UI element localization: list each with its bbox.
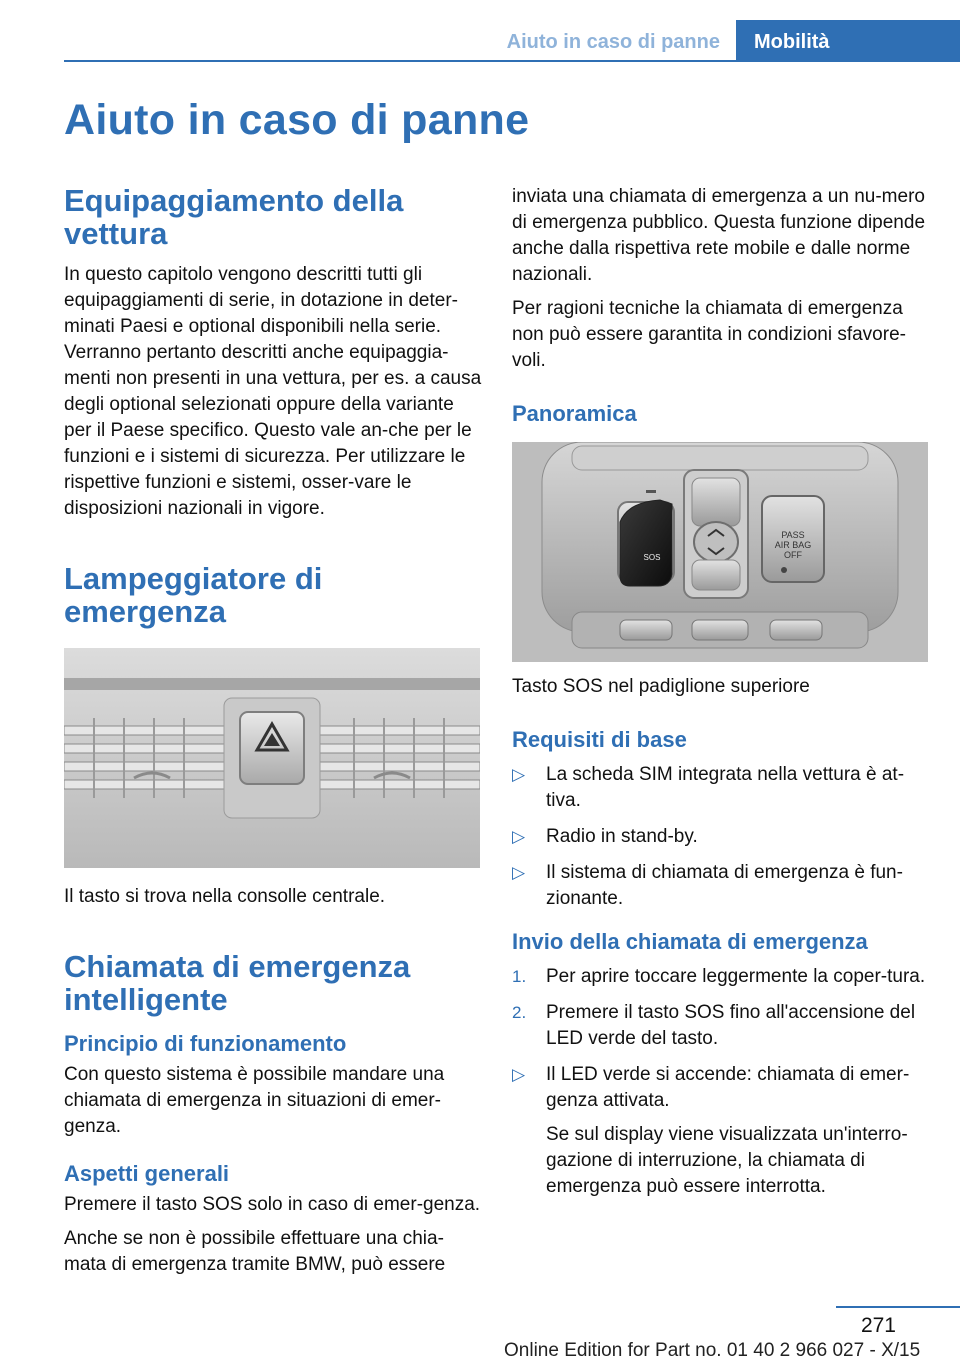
triangle-bullet-icon: ▷ [512, 765, 526, 784]
ecall-heading: Chiamata di emergenza intelligente [64, 949, 411, 1017]
sos-label: SOS [643, 553, 661, 562]
header-rule [64, 60, 960, 62]
continuation-text: inviata una chiamata di emergenza a un nu-mero di emergenza pubblico. Questa funzione dipende anche dalla rispettiva rete mobile e dalle norme nazionali. [512, 186, 926, 285]
page-number: 271 [860, 1314, 896, 1337]
equipment-heading: Equipaggiamento della vettura [64, 183, 404, 251]
send-call-steps [512, 964, 928, 1200]
general-text-1: Premere il tasto SOS solo in caso di emer-genza. [64, 1194, 481, 1215]
edition-note: Online Edition for Part no. 01 40 2 966 027 - X/15 [504, 1340, 921, 1361]
general-text-2: Anche se non è possibile effettuare una chia-mata di emergenza tramite BMW, può essere [64, 1228, 446, 1275]
equipment-text: In questo capitolo vengono descritti tutti gli equipaggiamenti di serie, in dotazione in deter-minati Paesi e optional disponibili nella serie. Verranno pertanto descritti anche equipaggia-menti non presenti in una vettura, per es. a causa degli optional selezionati oppure della variante per il Paese specifico. Questo vale an-che per le funzioni e i sistemi di sicurezza. Per utilizzare le rispettive funzioni e sistemi, osser-vare le disposizioni nazionali in vigore. [64, 264, 482, 519]
list-item: ▷ Il sistema di chiamata di emergenza è fun-zionante. [512, 862, 903, 909]
led-subtext: Se sul display viene visualizzata un'interro-gazione di interruzione, la chiamata di emergenza può essere interrotta. [546, 1124, 908, 1197]
sos-panel-photo [512, 442, 928, 662]
general-heading: Aspetti generali [64, 1161, 230, 1186]
page-title: Aiuto in caso di panne [64, 96, 530, 144]
triangle-bullet-icon: ▷ [512, 827, 526, 846]
left-column [64, 184, 482, 1278]
principle-heading: Principio di funzionamento [64, 1031, 347, 1056]
list-item: ▷ La scheda SIM integrata nella vettura è at-tiva. [512, 764, 905, 811]
list-item: ▷ Radio in stand-by. [512, 824, 928, 850]
hazard-heading: Lampeggiatore di emergenza [64, 561, 323, 629]
running-header-tab: Mobilità [736, 20, 960, 62]
sos-caption: Tasto SOS nel padiglione superiore [512, 676, 810, 697]
principle-text: Con questo sistema è possibile mandare una chiamata di emergenza in situazioni di emer-genza. [64, 1064, 445, 1137]
hazard-button-illustration [64, 648, 480, 868]
send-call-heading: Invio della chiamata di emergenza [512, 929, 868, 954]
requirements-list [512, 762, 928, 912]
triangle-bullet-icon: ▷ [512, 1065, 526, 1084]
running-header-section: Aiuto in caso di panne [506, 31, 720, 53]
hazard-button-photo [64, 648, 480, 868]
overview-heading: Panoramica [512, 401, 637, 426]
technical-text: Per ragioni tecniche la chiamata di emergenza non può essere garantita in condizioni sfavore-voli. [512, 298, 906, 371]
airbag-label: AIR BAG [774, 540, 812, 550]
triangle-bullet-icon: ▷ [512, 863, 526, 882]
sos-panel-illustration [512, 442, 928, 662]
pass-label: PASS [781, 530, 805, 540]
requirements-heading: Requisiti di base [512, 727, 687, 752]
right-column [512, 184, 928, 1210]
led-item: ▷ Il LED verde si accende: chiamata di emer-genza attivata. Se sul display viene visualizzata un'interro-gazione di interruzione, la chiamata di emergenza può essere interrotta. [512, 1062, 928, 1200]
hazard-caption: Il tasto si trova nella consolle centrale. [64, 886, 386, 907]
footer-rule [836, 1306, 960, 1308]
step-item: 1. Per aprire toccare leggermente la coper-tura. [512, 966, 926, 987]
step-item: 2. Premere il tasto SOS fino all'accensione del LED verde del tasto. [512, 1002, 916, 1049]
off-label: OFF [784, 550, 802, 560]
